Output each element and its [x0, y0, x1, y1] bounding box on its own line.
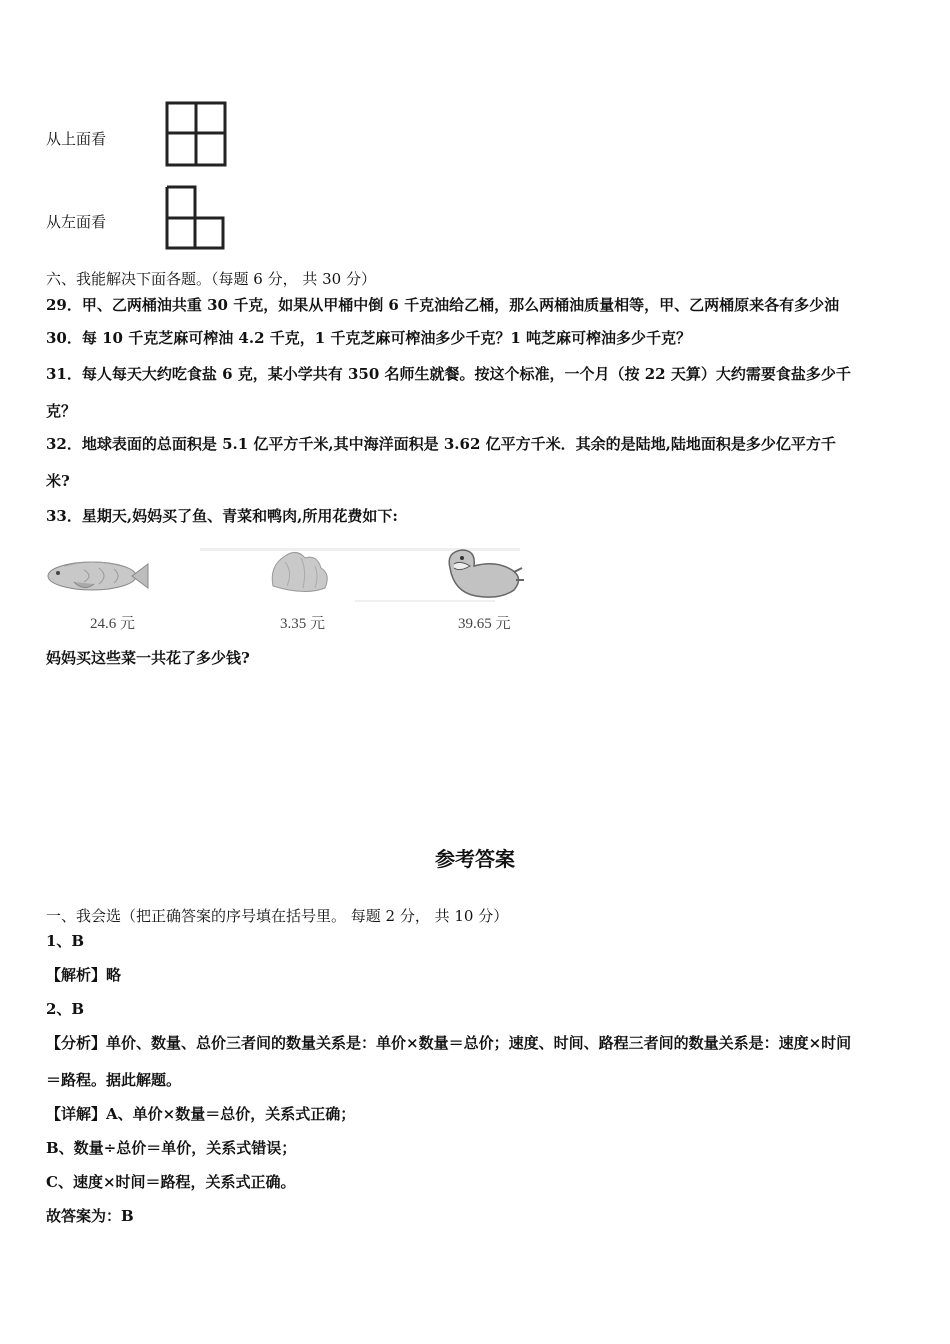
- answer-1: 1、B: [46, 932, 85, 950]
- duck-price: 39.65 元: [458, 616, 511, 632]
- vegetable-image: [265, 546, 335, 598]
- question-33: 33．星期天,妈妈买了鱼、青菜和鸭肉,所用花费如下:: [46, 507, 398, 525]
- question-31-line1: 31．每人每天大约吃食盐 6 克，某小学共有 350 名师生就餐。按这个标准，一个月（按 22 天算）大约需要食盐多少千: [46, 365, 851, 383]
- fish-price: 24.6 元: [90, 616, 136, 632]
- question-31-line2: 克？: [46, 402, 77, 420]
- question-30: 30．每 10 千克芝麻可榨油 4.2 千克，1 千克芝麻可榨油多少千克？1 吨芝麻可榨油多少千克？: [46, 329, 692, 347]
- question-33-ask: 妈妈买这些菜一共花了多少钱?: [46, 649, 250, 667]
- section6-heading: 六、我能解决下面各题。（每题 6 分， 共 30 分）: [46, 270, 376, 288]
- top-view-label: 从上面看: [46, 130, 107, 148]
- top-view-figure: [163, 100, 229, 168]
- answer-2-detail-a: 【详解】A、单价×数量＝总价，关系式正确；: [46, 1105, 356, 1123]
- vegetable-price: 3.35 元: [280, 616, 326, 632]
- answer-2: 2、B: [46, 1000, 85, 1018]
- question-32-line1: 32．地球表面的总面积是 5.1 亿平方千米,其中海洋面积是 3.62 亿平方千米．其余的是陆地,陆地面积是多少亿平方千: [46, 435, 836, 453]
- answer-2-analysis-line2: ＝路程。据此解题。: [46, 1071, 182, 1089]
- left-view-label: 从左面看: [46, 213, 107, 231]
- answer-2-conclusion: 故答案为：B: [46, 1207, 134, 1225]
- left-view-figure: [163, 185, 227, 251]
- fish-image: [44, 552, 149, 602]
- answer-2-detail-c: C、速度×时间＝路程，关系式正确。: [46, 1173, 296, 1191]
- answer-2-analysis-line1: 【分析】单价、数量、总价三者间的数量关系是：单价×数量＝总价；速度、时间、路程三者间的数量关系是：速度×时间: [46, 1034, 852, 1052]
- question-32-line2: 米?: [46, 472, 70, 490]
- answers-title: 参考答案: [435, 847, 515, 871]
- duck-image: [440, 546, 525, 602]
- answer-2-detail-b: B、数量÷总价＝单价，关系式错误；: [46, 1139, 297, 1157]
- answer-1-analysis: 【解析】略: [46, 966, 122, 984]
- answers-section1-heading: 一、我会选（把正确答案的序号填在括号里。 每题 2 分， 共 10 分）: [46, 907, 509, 925]
- question-29: 29．甲、乙两桶油共重 30 千克，如果从甲桶中倒 6 千克油给乙桶，那么两桶油质量相等，甲、乙两桶原来各有多少油: [46, 296, 840, 314]
